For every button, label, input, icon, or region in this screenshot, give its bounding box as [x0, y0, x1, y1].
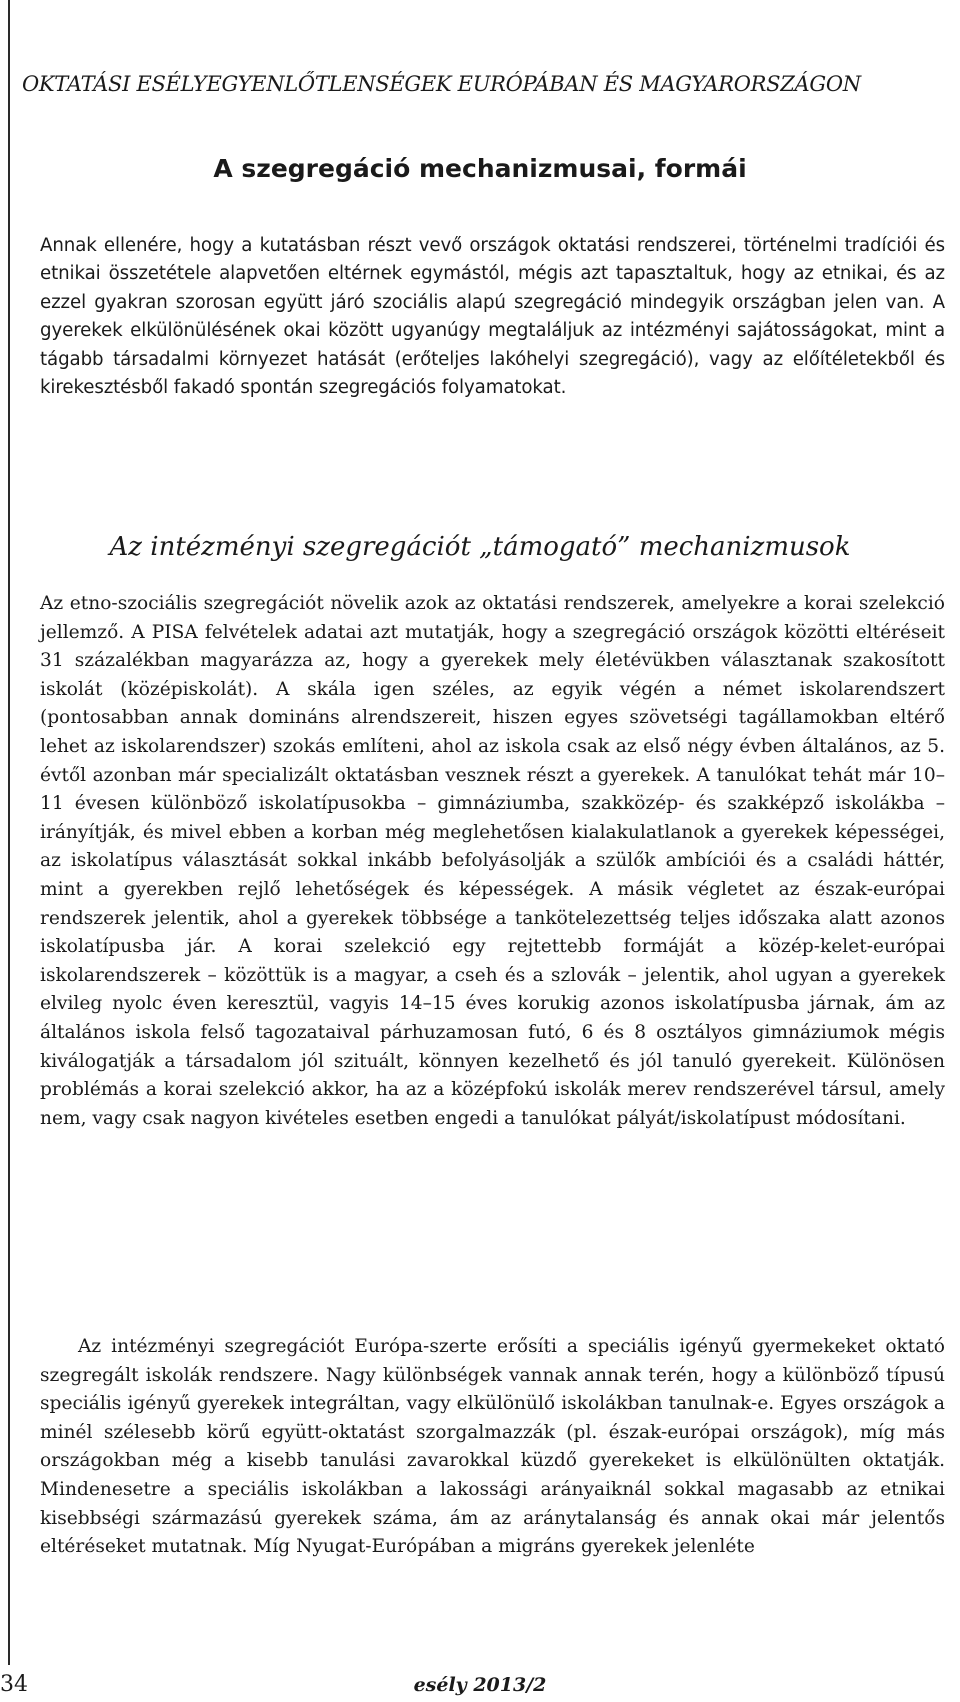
running-header: OKTATÁSI ESÉLYEGYENLŐTLENSÉGEK EURÓPÁBAN ÉS MAGYARORSZÁGON: [22, 72, 861, 96]
section-title: A szegregáció mechanizmusai, formái: [213, 154, 747, 183]
subsection-title: Az intézményi szegregációt „támogató” mechanizmusok: [109, 532, 851, 562]
subsection-paragraph-2: Az intézményi szegregációt Európa-szerte erősíti a speciális igényű gyermekeket oktató szegregált iskolák rendszere. Nagy különbségek vannak annak terén, hogy a különböző típusú speciális igényű gyerekek integráltan, vagy elkülönülő iskolákban tanulnak-e. Egyes országok a minél szélesebb körű együtt-oktatást szorgalmazzák (pl. észak-európai országok), míg más országokban még a kisebb tanulási zavarokkal küzdő gyerekeket is elkülönülten oktatják. Mindenesetre a speciális iskolákban a lakossági arányaiknál sokkal magasabb az etnikai kisebbségi származású gyerekek száma, ám az aránytalanság és annak okai már jelentős eltéréseket mutatnak. Míg Nyugat-Európában a migráns gyerekek jelenléte: [40, 1336, 945, 1558]
section-paragraph: Annak ellenére, hogy a kutatásban részt vevő országok oktatási rendszerei, történelmi tradíciói és etnikai összetétele alapvetően eltérnek egymástól, mégis azt tapasztaltuk, hogy az etnikai, és az ezzel gyakran szorosan együtt járó szociális alapú szegregáció mindegyik országban jelen van. A gyerekek elkülönülésének okai között ugyanúgy megtaláljuk az intézményi sajátosságokat, mint a tágabb társadalmi környezet hatását (erőteljes lakóhelyi szegregáció), vagy az előítéletekből és kirekesztésből fakadó spontán szegregációs folyamatokat.: [40, 235, 945, 399]
page-number: 34: [0, 1672, 28, 1697]
journal-footer: esély 2013/2: [413, 1674, 547, 1696]
subsection-paragraph-1: Az etno-szociális szegregációt növelik azok az oktatási rendszerek, amelyekre a korai szelekció jellemző. A PISA felvételek adatai azt mutatják, hogy a szegregáció országok közötti eltéréseit 31 százalékban magyarázza az, hogy a gyerekek mely életévükben választanak szakosított iskolát (középiskolát). A skála igen széles, az egyik végén a német iskolarendszert (pontosabban annak domináns alrendszereit, hiszen egyes szövetségi tagállamokban eltérő lehet az iskolarendszer) szokás említeni, ahol az iskola csak az első négy évben általános, az 5. évtől azonban már specializált oktatásban vesznek részt a gyerekek. A tanulókat tehát már 10–11 évesen különböző iskolatípusokba – gimnáziumba, szakközép- és szakképző iskolákba – irányítják, és mivel ebben a korban még meglehetősen kialakulatlanok a gyerekek képességei, az iskolatípus választását sokkal inkább befolyásolják a szülők ambíciói és a családi háttér, mint a gyerekben rejlő lehetőségek és képességek. A másik végletet az észak-európai rendszerek jelentik, ahol a gyerekek többsége a tankötelezettség teljes időszaka alatt azonos iskolatípusba jár. A korai szelekció egy rejtettebb formáját a közép-kelet-európai iskolarendszerek – közöttük is a magyar, a cseh és a szlovák – jelentik, ahol ugyan a gyerekek elvileg nyolc éven keresztül, vagyis 14–15 éves korukig azonos iskolatípusba járnak, ám az általános iskola felső tagozataival párhuzamosan futó, 6 és 8 osztályos gimnáziumok mégis kiválogatják a társadalom jól szituált, könnyen kezelhető és jól tanuló gyerekeit. Különösen problémás a korai szelekció akkor, ha az a középfokú iskolák merev rendszerével társul, amely nem, vagy csak nagyon kivételes esetben engedi a tanulókat pályát/iskolatípust módosítani.: [40, 593, 945, 1129]
margin-rule: [8, 0, 10, 1665]
